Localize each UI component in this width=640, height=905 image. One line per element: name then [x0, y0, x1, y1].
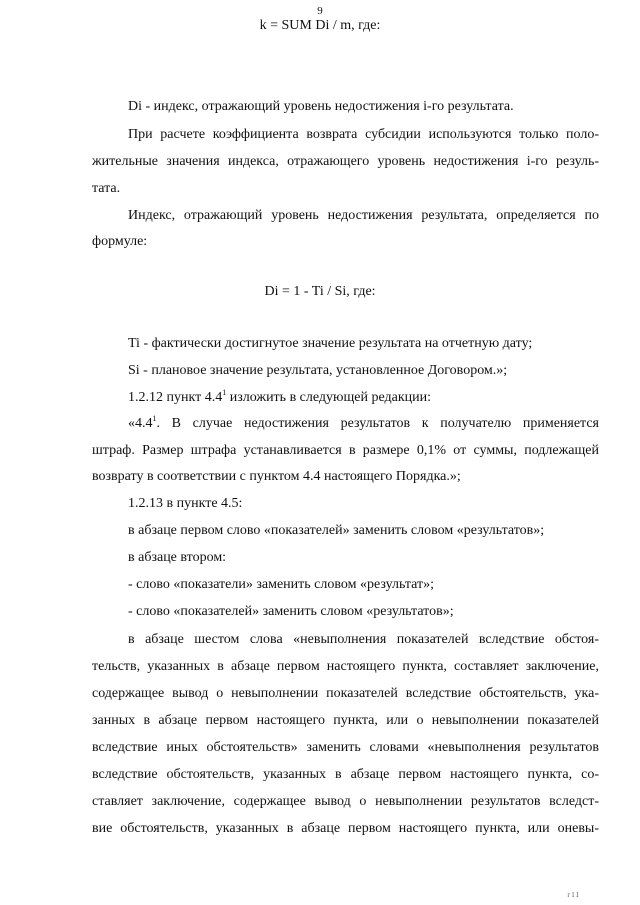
di-definition: Di - индекс, отражающий уровень недостижения i-го результата. [128, 99, 514, 114]
paragraph-six-line-1: в абзаце шестом слова «невыполнения показателей вследствие обстоя- [128, 632, 599, 647]
item-1-2-12-tail: изложить в следующей редакции: [226, 390, 432, 405]
footer-mark: г11 [567, 891, 580, 899]
paragraph-two-heading: в абзаце втором: [128, 550, 227, 565]
formula-di: Di = 1 - Ti / Si, где: [264, 284, 376, 299]
si-definition: Si - плановое значение результата, установленное Договором.»; [128, 363, 508, 378]
item-1-2-12-text: 1.2.12 пункт 4.4 [128, 390, 223, 405]
ti-definition: Ti - фактически достигнутое значение результата на отчетную дату; [128, 336, 533, 351]
item-1-2-12-superscript: 1 [222, 388, 227, 397]
paragraph-six-line-6: вследствие обстоятельств, указанных в абзаце первом настоящего пункта, со- [92, 767, 599, 782]
index-paragraph-line-1: Индекс, отражающий уровень недостижения результата, определяется по [128, 208, 599, 223]
calc-paragraph-line-3: тата. [92, 181, 121, 196]
paragraph-six-line-3: содержащее вывод о невыполнении показателей вследствие обстоятельств, ука- [92, 686, 599, 701]
paragraph-one-change: в абзаце первом слово «показателей» заменить словом «результатов»; [128, 523, 545, 538]
clause-4-4-1-line-2: штраф. Размер штрафа устанавливается в размере 0,1% от суммы, подлежащей [92, 443, 599, 458]
paragraph-six-line-2: тельств, указанных в абзаце первом настоящего пункта, составляет заключение, [92, 659, 599, 674]
clause-4-4-1-text: . В случае недостижения результатов к получателю применяется [156, 416, 599, 431]
calc-paragraph-line-2: жительные значения индекса, отражающего уровень недостижения i-го резуль- [92, 154, 599, 169]
paragraph-six-line-7: ставляет заключение, содержащее вывод о невыполнении результатов вследст- [92, 794, 599, 809]
paragraph-six-line-8: вие обстоятельств, указанных в абзаце первом настоящего пункта, или оневы- [92, 821, 599, 836]
index-paragraph-line-2: формуле: [92, 234, 148, 249]
page-number: 9 [317, 5, 323, 17]
clause-4-4-1-line-1 [128, 415, 599, 433]
item-1-2-13: 1.2.13 в пункте 4.5: [128, 496, 243, 511]
paragraph-two-change-b: - слово «показателей» заменить словом «результатов»; [128, 604, 454, 619]
formula-k: k = SUM Di / m, где: [259, 18, 381, 33]
paragraph-six-line-5: вследствие иных обстоятельств» заменить словами «невыполнения результатов [92, 740, 599, 755]
clause-4-4-1-number: «4.4 [128, 416, 153, 431]
clause-4-4-1-line-3: возврату в соответствии с пунктом 4.4 настоящего Порядка.»; [92, 469, 461, 484]
clause-4-4-1-superscript: 1 [152, 414, 157, 423]
paragraph-two-change-a: - слово «показатели» заменить словом «результат»; [128, 577, 434, 592]
paragraph-six-line-4: занных в абзаце первом настоящего пункта, или о невыполнении показателей [92, 713, 599, 728]
calc-paragraph-line-1: При расчете коэффициента возврата субсидии используются только поло- [128, 127, 599, 142]
item-1-2-12 [128, 389, 431, 407]
